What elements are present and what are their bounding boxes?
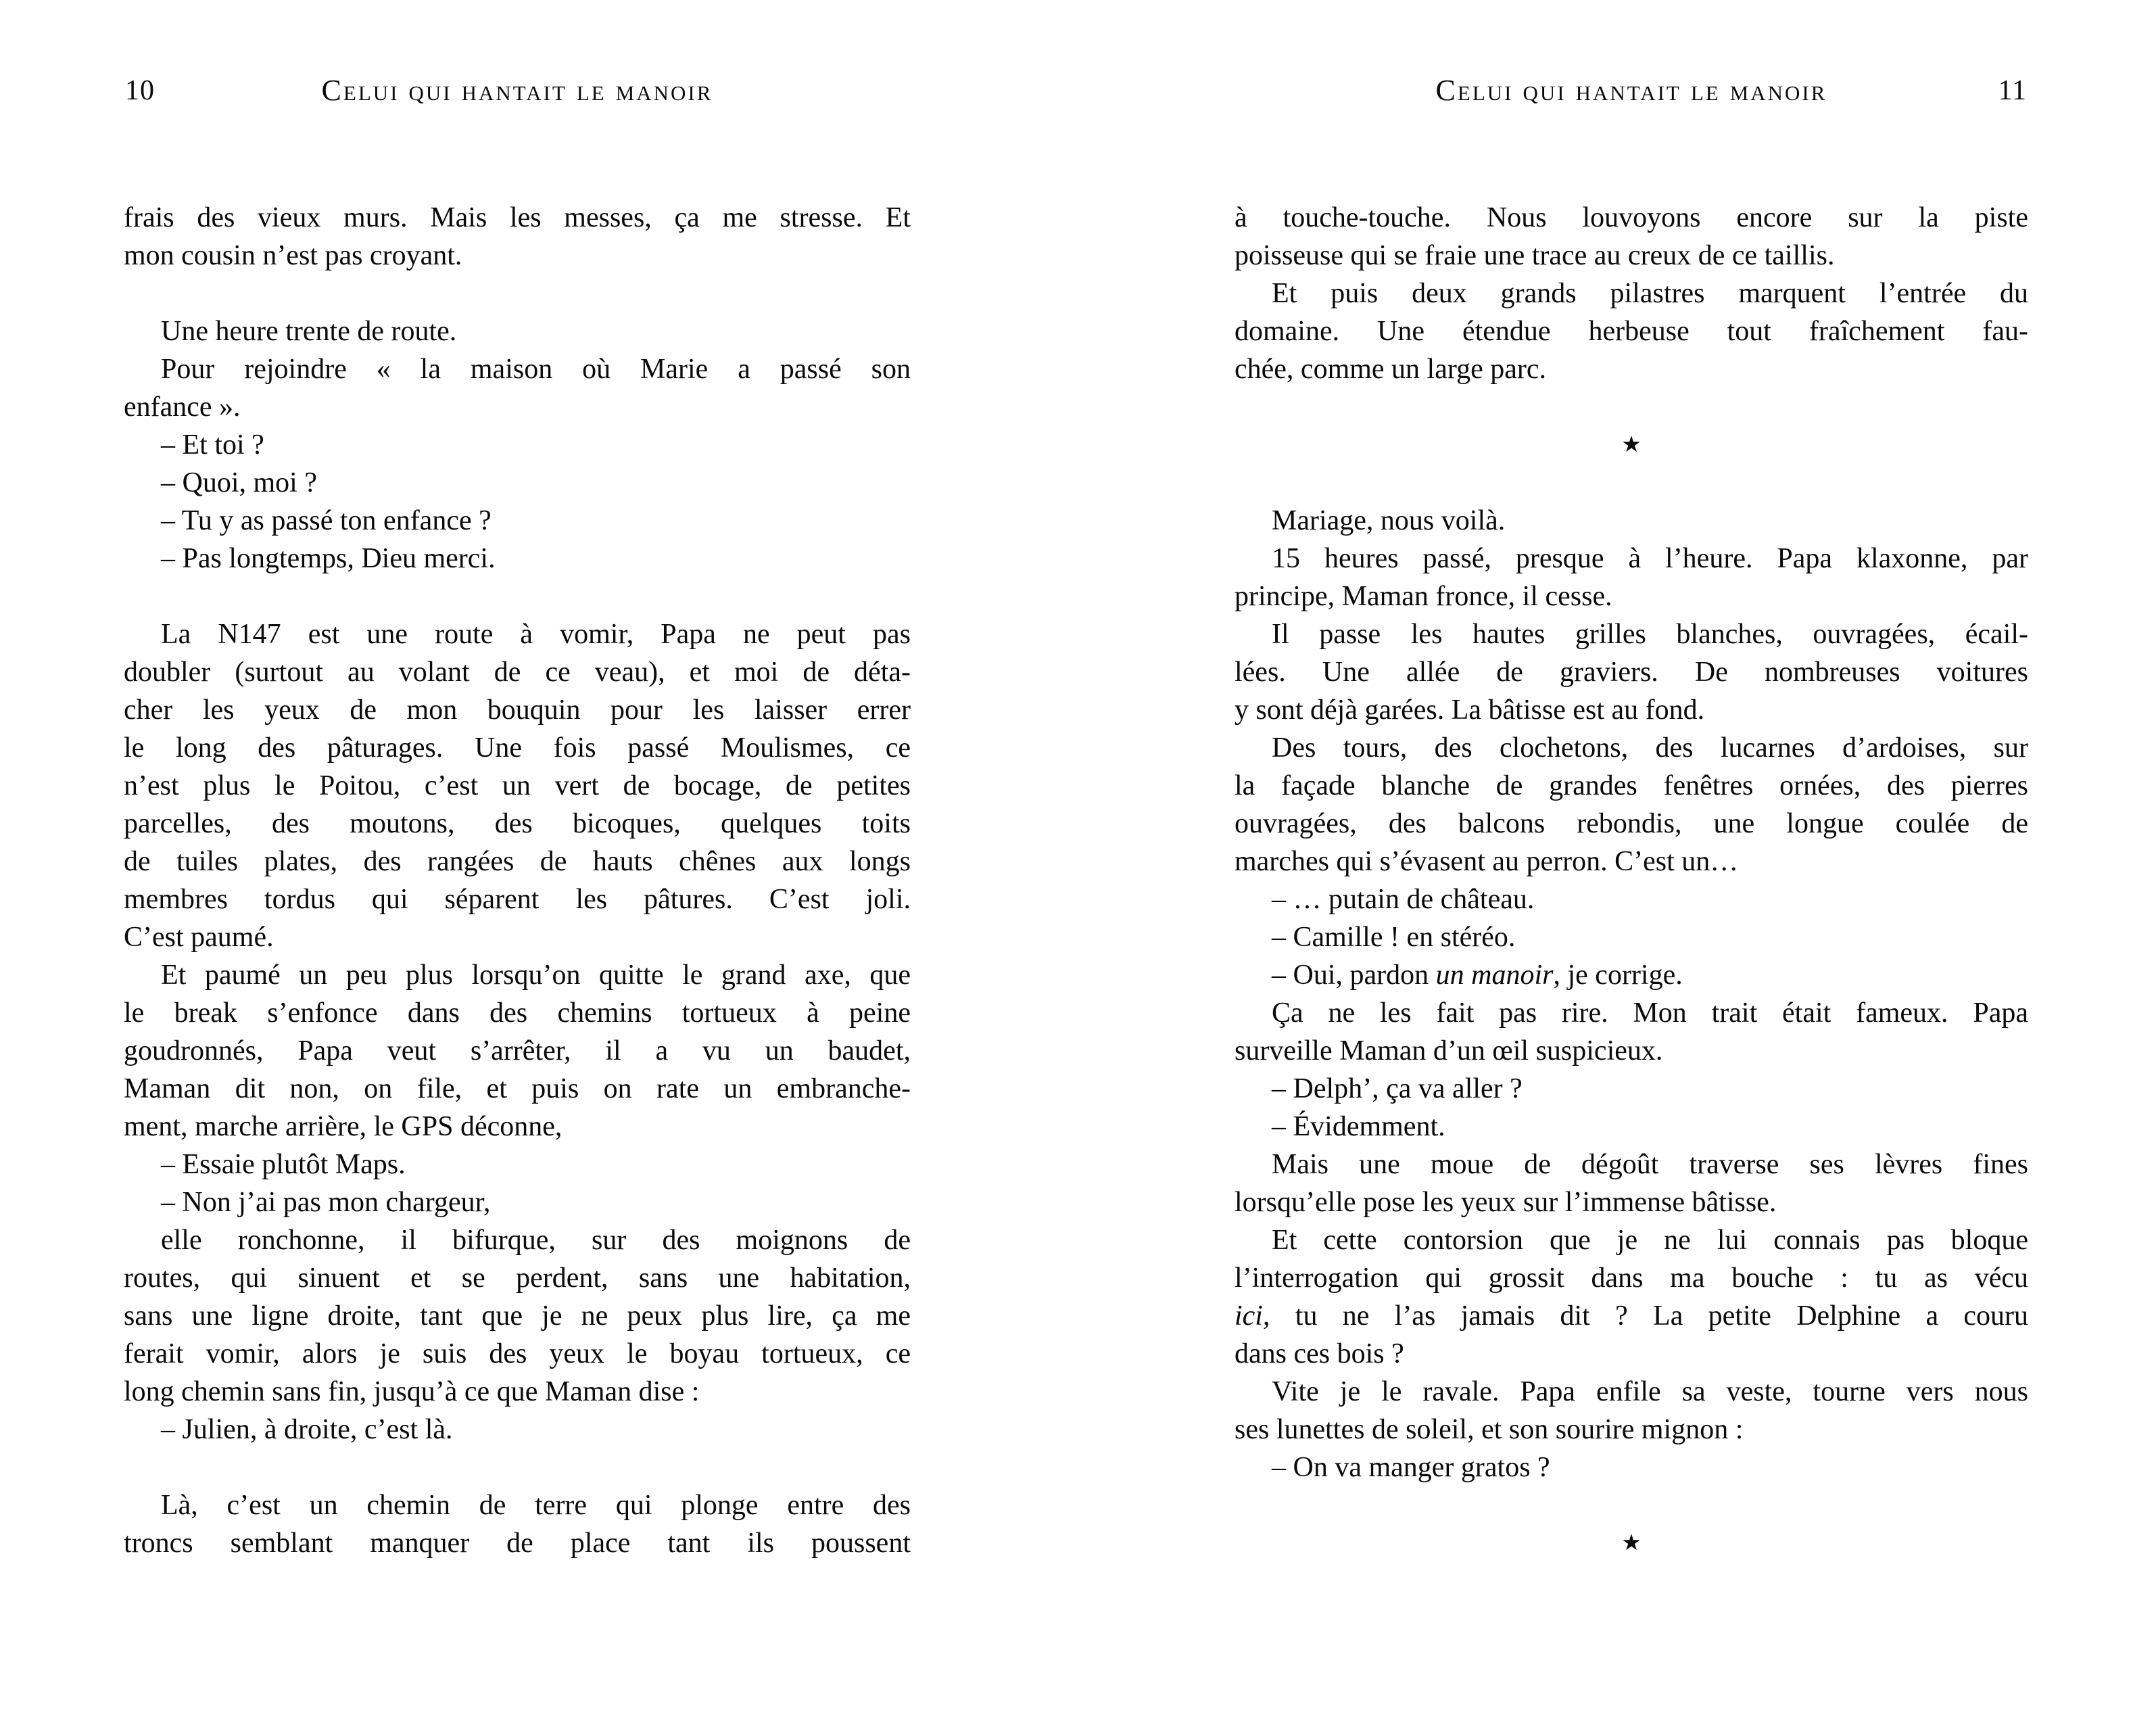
text-line: – Non j’ai pas mon chargeur, (161, 1187, 491, 1218)
text-line: Des tours, des clochetons, des lucarnes d’ardoises, sur (1272, 732, 2028, 763)
text-line: – … putain de château. (1272, 884, 1535, 915)
text-line: Là, c’est un chemin de terre qui plonge entre des (161, 1490, 911, 1521)
text-line: – On va manger gratos ? (1272, 1452, 1550, 1483)
blank-line (124, 275, 911, 312)
text-line: Une heure trente de route. (161, 316, 457, 347)
text-line: – Tu y as passé ton enfance ? (161, 505, 492, 536)
text-line: – Pas longtemps, Dieu merci. (161, 543, 496, 574)
text-line: – Et toi ? (161, 429, 264, 461)
text-line: – Quoi, moi ? (161, 467, 317, 498)
text-line: ferait vomir, alors je suis des yeux le boyau tortueux, ce (124, 1338, 911, 1369)
running-title: Celui qui hantait le manoir (1435, 74, 1827, 107)
text-line: membres tordus qui séparent les pâtures. C’est joli. (124, 884, 911, 915)
blank-line (124, 578, 911, 615)
blank-line (124, 1449, 911, 1486)
text-line: chée, comme un large parc. (1235, 354, 1546, 385)
page-right (1235, 0, 2028, 1717)
page-number: 10 (125, 75, 155, 106)
running-title: Celui qui hantait le manoir (321, 74, 713, 107)
text-line: routes, qui sinuent et se perdent, sans une habitation, (124, 1263, 911, 1294)
text-line: lorsqu’elle pose les yeux sur l’immense bâtisse. (1235, 1187, 1777, 1218)
text-line: lées. Une allée de graviers. De nombreuses voitures (1235, 657, 2028, 688)
text-line: – Delph’, ça va aller ? (1272, 1073, 1523, 1104)
text-line: La N147 est une route à vomir, Papa ne peut pas (161, 619, 911, 650)
text-line: Maman dit non, on file, et puis on rate un embranche- (124, 1073, 911, 1104)
text-line: parcelles, des moutons, des bicoques, quelques toits (124, 808, 911, 839)
page-header (1235, 72, 2028, 110)
text-line: ouvragées, des balcons rebondis, une longue coulée de (1235, 808, 2028, 839)
text-line: Pour rejoindre « la maison où Marie a passé son (161, 354, 911, 385)
text-line: domaine. Une étendue herbeuse tout fraîchement fau- (1235, 316, 2028, 347)
text-line: – Oui, pardon un manoir, je corrige. (1272, 960, 1683, 991)
text-line: Vite je le ravale. Papa enfile sa veste, tourne vers nous (1272, 1376, 2028, 1407)
text-line: Mais une moue de dégoût traverse ses lèvres fines (1272, 1149, 2028, 1180)
text-line: sans une ligne droite, tant que je ne peux plus lire, ça me (124, 1300, 911, 1332)
text-line: 15 heures passé, presque à l’heure. Papa klaxonne, par (1272, 543, 2028, 574)
text-line: – Julien, à droite, c’est là. (161, 1414, 453, 1445)
text-line: ment, marche arrière, le GPS déconne, (124, 1111, 562, 1142)
text-line: y sont déjà garées. La bâtisse est au fond. (1235, 695, 1705, 726)
text-line: Et paumé un peu plus lorsqu’on quitte le grand axe, que (161, 960, 911, 991)
text-line: Ça ne les fait pas rire. Mon trait était fameux. Papa (1272, 997, 2028, 1029)
text-line: mon cousin n’est pas croyant. (124, 240, 462, 271)
text-line: ici, tu ne l’as jamais dit ? La petite Delphine a couru (1235, 1300, 2028, 1332)
page-body (1235, 199, 2028, 1562)
text-line: goudronnés, Papa veut s’arrêter, il a vu un baudet, (124, 1035, 911, 1066)
text-line: C’est paumé. (124, 922, 274, 953)
text-line: – Essaie plutôt Maps. (161, 1149, 406, 1180)
text-line: de tuiles plates, des rangées de hauts chênes aux longs (124, 846, 911, 877)
text-line: Et cette contorsion que je ne lui connais pas bloque (1272, 1225, 2028, 1256)
text-line: marches qui s’évasent au perron. C’est un… (1235, 846, 1739, 877)
page-left (124, 0, 911, 1717)
text-line: poisseuse qui se fraie une trace au creux de ce taillis. (1235, 240, 1835, 271)
page-body (124, 199, 911, 1562)
text-line: Il passe les hautes grilles blanches, ouvragées, écail- (1272, 619, 2028, 650)
text-line: – Camille ! en stéréo. (1272, 922, 1516, 953)
text-line: le break s’enfonce dans des chemins tortueux à peine (124, 997, 911, 1029)
blank-line (1235, 464, 2028, 502)
blank-line (1235, 388, 2028, 426)
text-line: long chemin sans fin, jusqu’à ce que Maman dise : (124, 1376, 700, 1407)
blank-line (1235, 1486, 2028, 1524)
text-line: surveille Maman d’un œil suspicieux. (1235, 1035, 1663, 1066)
text-line: à touche-touche. Nous louvoyons encore sur la piste (1235, 202, 2028, 233)
page-number: 11 (1998, 75, 2027, 106)
text-line: la façade blanche de grandes fenêtres ornées, des pierres (1235, 770, 2028, 801)
text-line: troncs semblant manquer de place tant ils poussent (124, 1528, 911, 1559)
page-header (124, 72, 911, 110)
text-line: doubler (surtout au volant de ce veau), et moi de déta- (124, 657, 911, 688)
text-line: elle ronchonne, il bifurque, sur des moignons de (161, 1225, 911, 1256)
section-separator-star-icon: ★ (1621, 433, 1642, 457)
section-separator-star-icon: ★ (1621, 1531, 1642, 1555)
text-line: l’interrogation qui grossit dans ma bouche : tu as vécu (1235, 1263, 2028, 1294)
text-line: cher les yeux de mon bouquin pour les laisser errer (124, 695, 911, 726)
text-line: n’est plus le Poitou, c’est un vert de bocage, de petites (124, 770, 911, 801)
text-line: – Évidemment. (1272, 1111, 1445, 1142)
text-line: Et puis deux grands pilastres marquent l’entrée du (1272, 278, 2028, 309)
text-line: principe, Maman fronce, il cesse. (1235, 581, 1612, 612)
text-line: enfance ». (124, 392, 241, 423)
text-line: dans ces bois ? (1235, 1338, 1404, 1369)
text-line: ses lunettes de soleil, et son sourire mignon : (1235, 1414, 1744, 1445)
text-line: Mariage, nous voilà. (1272, 505, 1506, 536)
text-line: frais des vieux murs. Mais les messes, ça me stresse. Et (124, 202, 911, 233)
text-line: le long des pâturages. Une fois passé Moulismes, ce (124, 732, 911, 763)
